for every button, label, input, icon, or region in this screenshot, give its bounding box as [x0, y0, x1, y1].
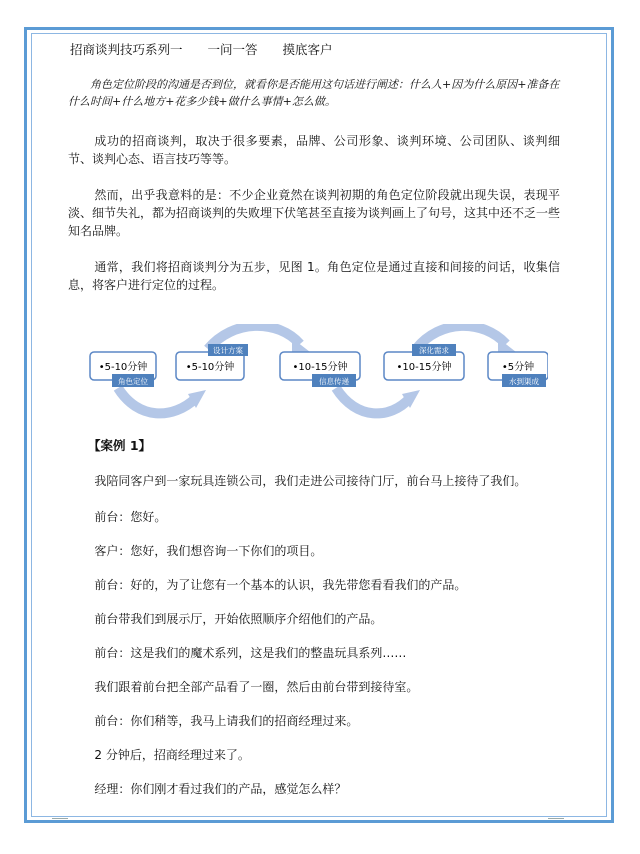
flow-step-tag-label: 角色定位 [118, 377, 148, 386]
case-title: 【案例 1】 [88, 438, 152, 453]
corner-mark-left [52, 818, 68, 825]
dialogue-line: 前台：您好。 [94, 510, 167, 524]
paragraph-success-factors: 成功的招商谈判，取决于很多要素，品牌、公司形象、谈判环境、公司团队、谈判细节、谈判心态、语言技巧等等。 [68, 134, 560, 166]
dialogue-line: 前台：好的，为了让您有一个基本的认识，我先带您看看我们的产品。 [94, 578, 467, 592]
flow-step-3 [280, 352, 360, 387]
dialogue-line: 前台：你们稍等，我马上请我们的招商经理过来。 [94, 714, 359, 728]
lead-paragraph: 角色定位阶段的沟通是否到位，就看你是否能用这句话进行阐述：什么人+因为什么原因+准备在什么时间+什么地方+花多少钱+做什么事情+怎么做。 [68, 78, 560, 108]
flow-step-text: •10-15分钟 [292, 362, 348, 373]
flow-arrow-lower-1 [118, 388, 196, 413]
dialogue-line: 前台带我们到展示厅，开始依照顺序介绍他们的产品。 [94, 612, 383, 626]
flow-step-tag-label: 深化需求 [419, 346, 449, 355]
flow-step-tag-label: 设计方案 [213, 346, 243, 355]
paragraph-mistakes: 然而，出乎我意料的是：不少企业竟然在谈判初期的角色定位阶段就出现失误，表现平淡、细节失礼，都为招商谈判的失败埋下伏笔甚至直接为谈判画上了句号，这其中还不乏一些知名品牌。 [68, 188, 561, 238]
dialogue-line: 前台：这是我们的魔术系列，这是我们的整蛊玩具系列…… [94, 646, 407, 660]
dialogue-line: 我们跟着前台把全部产品看了一圈，然后由前台带到接待室。 [94, 680, 419, 694]
negotiation-flow-diagram [78, 324, 548, 424]
document-title: 招商谈判技巧系列一 一问一答 摸底客户 [70, 42, 333, 57]
dialogue-line: 经理：你们刚才看过我们的产品，感觉怎么样？ [94, 782, 347, 796]
paragraph-five-steps: 通常，我们将招商谈判分为五步，见图 1。角色定位是通过直接和间接的问话，收集信息，将客户进行定位的过程。 [68, 260, 560, 292]
flow-step-text: •5-10分钟 [185, 362, 235, 373]
flow-step-tag-label: 信息传递 [319, 377, 349, 386]
flow-step-text: •5分钟 [501, 362, 535, 373]
document-body [68, 40, 560, 798]
flow-arrow-lower-2 [336, 388, 410, 413]
flow-step-tag-label: 水到渠成 [509, 377, 539, 386]
flow-step-text: •5-10分钟 [98, 362, 148, 373]
flow-step-1 [90, 352, 156, 387]
dialogue-line: 2 分钟后，招商经理过来了。 [94, 748, 250, 762]
case-intro: 我陪同客户到一家玩具连锁公司，我们走进公司接待门厅，前台马上接待了我们。 [94, 474, 527, 488]
flow-step-text: •10-15分钟 [396, 362, 452, 373]
flow-step-4 [384, 344, 464, 380]
flow-step-2 [176, 344, 248, 380]
flow-step-5 [488, 352, 548, 387]
corner-mark-right [548, 818, 564, 825]
dialogue-line: 客户：您好，我们想咨询一下你们的项目。 [94, 544, 323, 558]
